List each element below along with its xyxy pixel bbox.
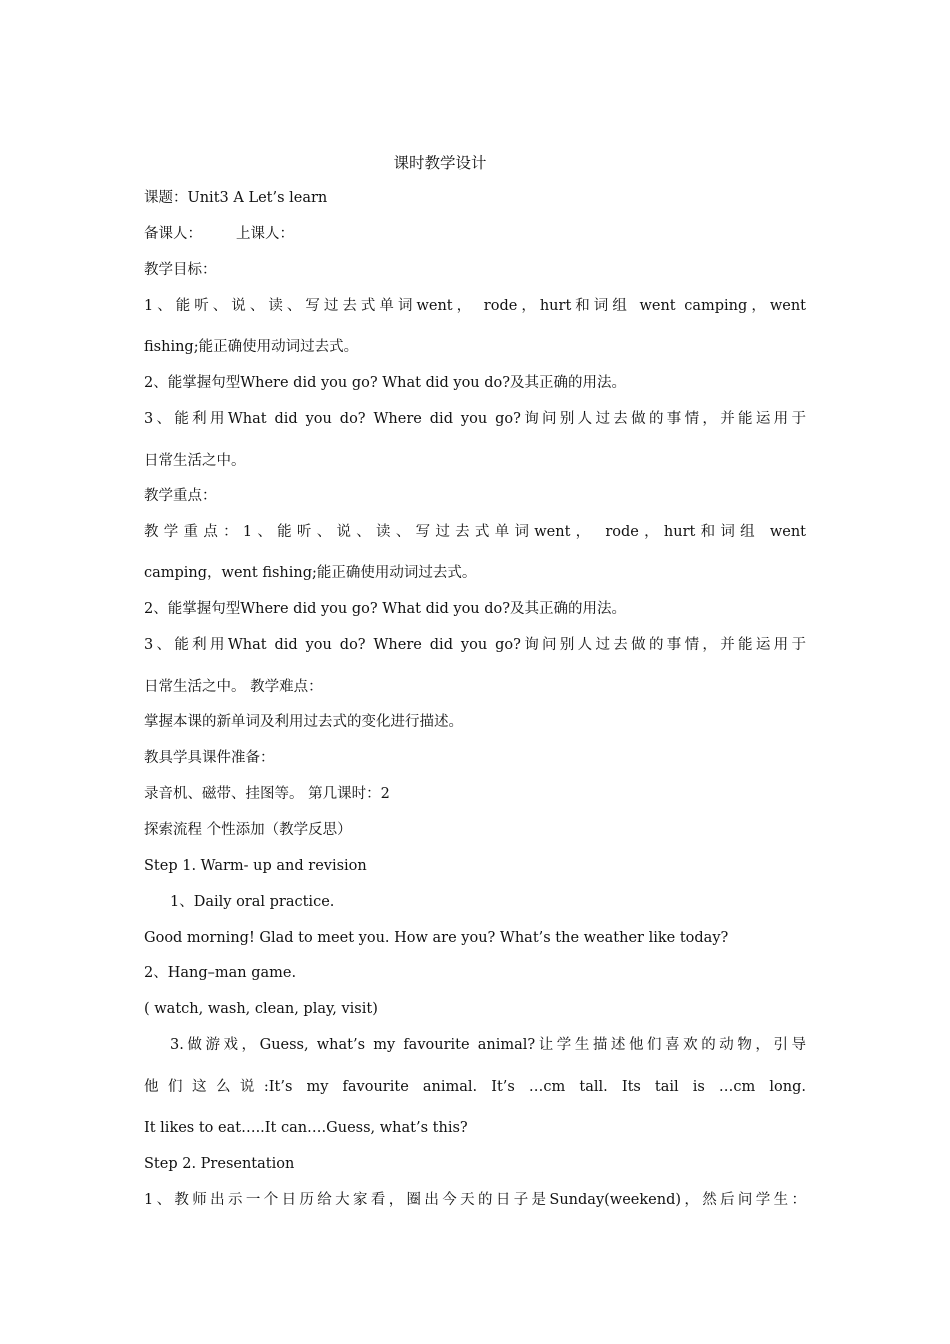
key-points-heading: 教学重点：: [144, 488, 217, 504]
materials-heading: 教具学具课件准备：: [144, 750, 275, 766]
document-title: 课时教学设计: [393, 154, 487, 172]
step-2-item-1: 1、教师出示一个日历给大家看，圈出今天的日子是Sunday(weekend)，然后问学生：: [144, 1192, 806, 1208]
objective-1-line-1: 1、能听、说、读、写过去式单词went， rode，hurt和词组 went camping，went: [144, 298, 806, 314]
step-1-word-list: ( watch, wash, clean, play, visit): [144, 1001, 378, 1017]
procedure-heading: 探索流程 个性添加（教学反思）: [144, 822, 352, 838]
teacher-label: 上课人：: [236, 226, 294, 242]
step-1-greeting: Good morning! Glad to meet you. How are you? What’s the weather like today?: [144, 930, 729, 946]
materials-text: 录音机、磁带、挂图等。 第几课时：2: [144, 786, 390, 802]
step-1-item-1: 1、Daily oral practice.: [170, 894, 335, 910]
objectives-heading: 教学目标：: [144, 262, 217, 278]
step-1-item-3-line-1: 3.做游戏，Guess, what’s my favourite animal?让学生描述他们喜欢的动物，引导: [170, 1037, 806, 1053]
step-1-item-3-line-3: It likes to eat…..It can….Guess, what’s this?: [144, 1120, 468, 1136]
step-1-heading: Step 1. Warm- up and revision: [144, 858, 367, 874]
objective-2: 2、能掌握句型Where did you go? What did you do?及其正确的用法。: [144, 375, 627, 391]
key-point-3-line-2: 日常生活之中。 教学难点：: [144, 679, 323, 695]
key-point-2: 2、能掌握句型Where did you go? What did you do?及其正确的用法。: [144, 601, 627, 617]
key-point-3-line-1: 3、能利用What did you do? Where did you go?询问别人过去做的事情，并能运用于: [144, 637, 806, 653]
preparer-label: 备课人：: [144, 226, 202, 242]
preparer-teacher-line: [144, 223, 806, 245]
lesson-topic: 课题：Unit3 A Let’s learn: [144, 190, 328, 206]
key-point-1-line-1: 教学重点：1、能听、说、读、写过去式单词went， rode，hurt和词组 went: [144, 524, 806, 540]
step-1-item-2: 2、Hang–man game.: [144, 965, 297, 981]
step-2-heading: Step 2. Presentation: [144, 1156, 295, 1172]
difficulty-text: 掌握本课的新单词及利用过去式的变化进行描述。: [144, 714, 463, 730]
key-point-1-line-2: camping，went fishing;能正确使用动词过去式。: [144, 565, 477, 581]
objective-3-line-2: 日常生活之中。: [144, 453, 246, 469]
objective-1-line-2: fishing;能正确使用动词过去式。: [144, 339, 359, 355]
step-1-item-3-line-2: 他们这么说:It’s my favourite animal. It’s …cm tall. Its tail is …cm long.: [144, 1079, 806, 1095]
objective-3-line-1: 3、能利用What did you do? Where did you go?询问别人过去做的事情，并能运用于: [144, 411, 806, 427]
